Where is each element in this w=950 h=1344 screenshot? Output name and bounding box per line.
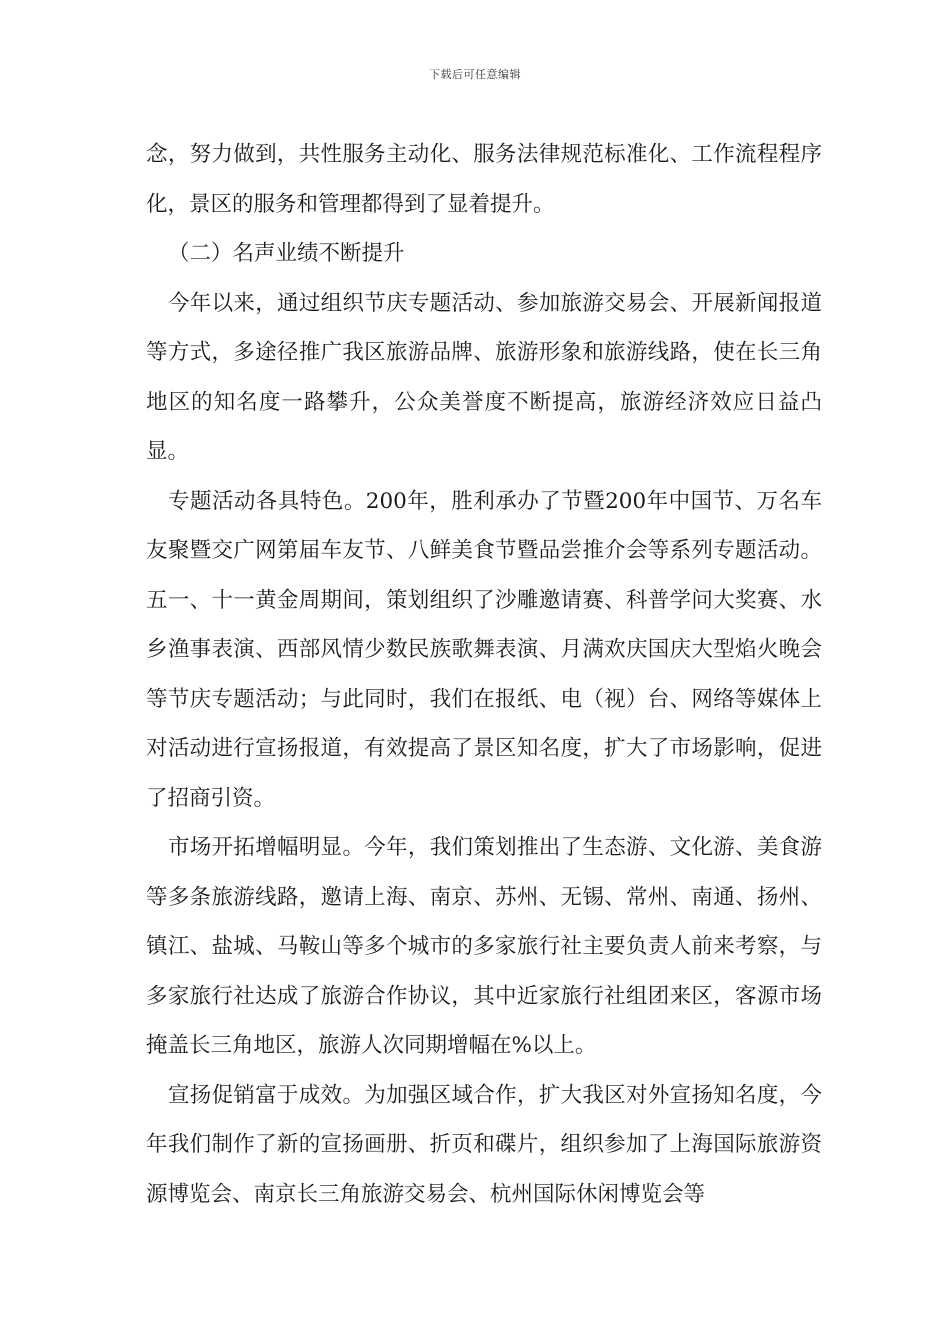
section-heading: （二）名声业绩不断提升	[168, 241, 405, 266]
document-body	[146, 130, 822, 1219]
paragraph-continuation: 念，努力做到，共性服务主动化、服务法律规范标准化、工作流程程序化，景区的服务和管理都得到了显着提升。	[146, 142, 822, 217]
paragraph-promotion: 宣扬促销富于成效。为加强区域合作，扩大我区对外宣扬知名度，今年我们制作了新的宣扬画册、折页和碟片，组织参加了上海国际旅游资源博览会、南京长三角旅游交易会、杭州国际休闲博览会等	[146, 1082, 822, 1207]
paragraph-overview: 今年以来，通过组织节庆专题活动、参加旅游交易会、开展新闻报道等方式，多途径推广我区旅游品牌、旅游形象和旅游线路，使在长三角地区的知名度一路攀升，公众美誉度不断提高，旅游经济效应日益凸显。	[146, 290, 822, 464]
paragraph-special-events: 专题活动各具特色。200年，胜利承办了节暨200年中国节、万名车友聚暨交广网第届车友节、八鲜美食节暨品尝推介会等系列专题活动。五一、十一黄金周期间，策划组织了沙雕邀请赛、科普学问大奖赛、水乡渔事表演、西部风情少数民族歌舞表演、月满欢庆国庆大型焰火晚会等节庆专题活动；与此同时，我们在报纸、电（视）台、网络等媒体上对活动进行宣扬报道，有效提高了景区知名度，扩大了市场影响，促进了招商引资。	[146, 488, 822, 811]
paragraph-market-expansion: 市场开拓增幅明显。今年，我们策划推出了生态游、文化游、美食游等多条旅游线路，邀请上海、南京、苏州、无锡、常州、南通、扬州、镇江、盐城、马鞍山等多个城市的多家旅行社主要负责人前来考察，与多家旅行社达成了旅游合作协议，其中近家旅行社组团来区，客源市场掩盖长三角地区，旅游人次同期增幅在%以上。	[146, 835, 822, 1058]
page-header: 下载后可任意编辑	[429, 68, 521, 81]
